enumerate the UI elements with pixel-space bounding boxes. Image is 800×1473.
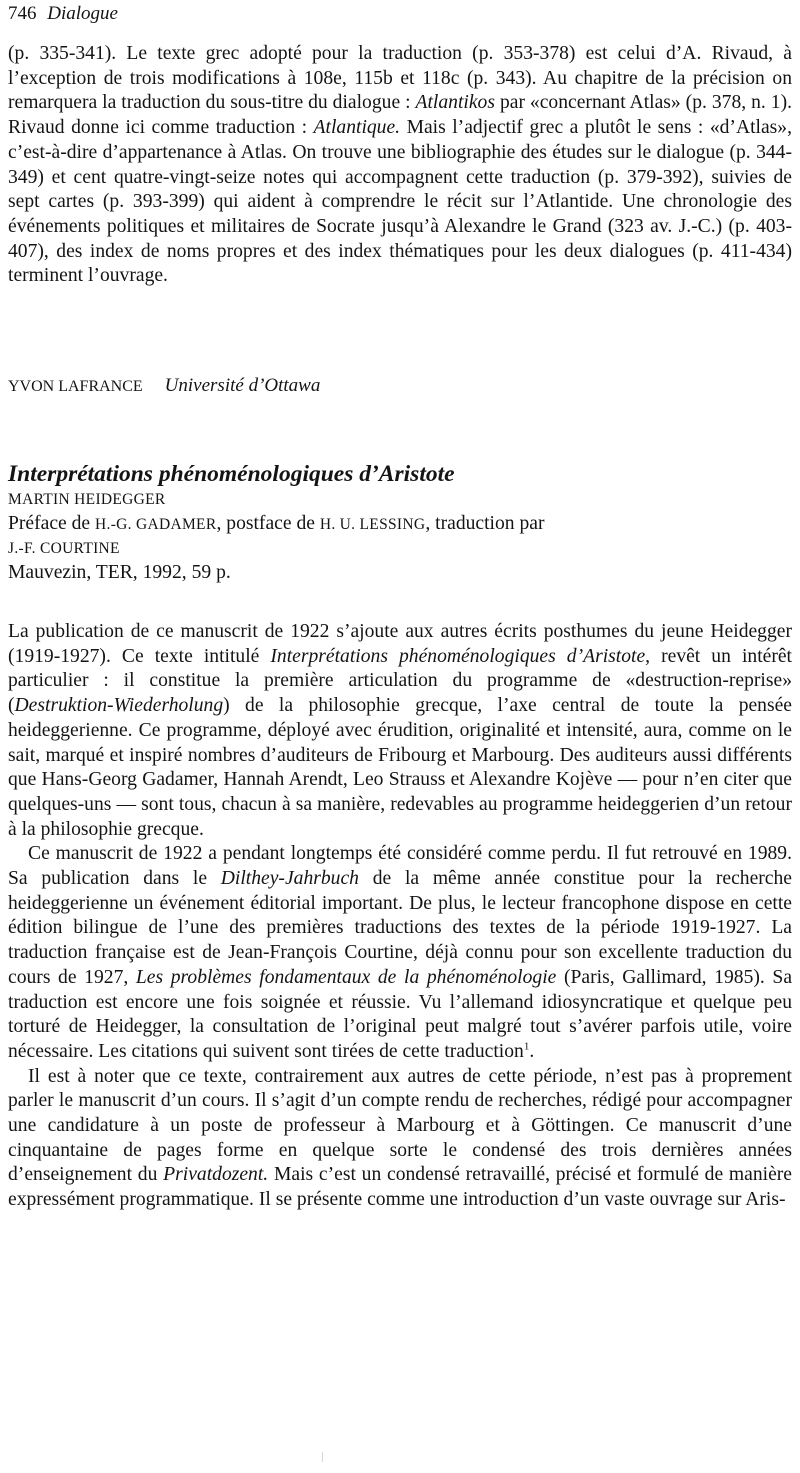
- text-run: Mais l’adjectif grec a plutôt le sens : «d’Atlas», c’est-à-dire d’appartenance à Atlas. On trouve une bibliographie des études sur le dialogue (p. 344-349) et cent quatre-vingt-seize notes qui accompagnent cette traduction (p. 379-392), suivies de sept cartes (p. 393-399) qui aident à comprendre le récit sur l’Atlantide. Une chronologie des événements politiques et militaires de Socrate jusqu’à Alexandre le Grand (323 av. J.-C.) (p. 403-407), des index de noms propres et des index thématiques pour les deux dialogues (p. 411-434) terminent l’ouvrage.: [8, 117, 792, 287]
- italic-run: Les problèmes fondamentaux de la phénoménologie: [135, 966, 557, 988]
- italic-run: Interprétations phénoménologiques d’Aristote,: [270, 645, 651, 667]
- text-run: Mais c’est un condensé retravaillé, précisé et formulé de manière expressément programmatique. Il se présente comme une introduction d’un vaste ouvrage sur Aris-: [8, 1164, 792, 1211]
- running-head: [8, 2, 118, 26]
- italic-run: Dilthey-Jahrbuch: [220, 868, 359, 890]
- text-run: .: [529, 1040, 535, 1062]
- text-run: (Paris, Gallimard, 1985). Sa traduction est encore une fois soignée et réussie. Vu l’allemand idiosyncratique et quelque peu torturé de Heidegger, la consultation de l’original peut malgré tout s’avérer parfois utile, voire nécessaire. Les citations qui suivent sont tirées de cette traduction: [8, 966, 793, 1062]
- small-caps-run: H. U. LESSING: [319, 516, 426, 533]
- book-author: MARTIN HEIDEGGER: [8, 491, 166, 508]
- small-caps-run: H.-G. GADAMER: [95, 516, 217, 533]
- text-run: La publication de ce manuscrit de 1922 s’ajoute aux autres écrits posthumes du jeune Heidegger (1919-1927). Ce texte intitulé: [8, 621, 792, 667]
- italic-run: Atlantique.: [313, 117, 401, 139]
- text-run: de la même année constitue pour la recherche heideggerienne un événement éditorial important. De plus, le lecteur francophone dispose en cette édition bilingue de l’une des premières traductions des textes de la période 1919-1927. La traduction française est de Jean-François Courtine, déjà connu pour son excellente traduction du cours de 1927,: [8, 868, 792, 988]
- review-paragraph-2: [8, 842, 792, 1064]
- footnote-marker: 1: [523, 1040, 530, 1053]
- review-body: [8, 620, 792, 1213]
- page-number: 746: [8, 3, 37, 24]
- text-run: Ce manuscrit de 1922 a pendant longtemps été considéré comme perdu. Il fut retrouvé en 1989. Sa publication dans le: [8, 843, 792, 890]
- text-run: Préface de: [8, 513, 96, 534]
- text-run: Il est à noter que ce texte, contrairement aux autres de cette période, n’est pas à proprement parler le manuscrit d’un cours. Il s’agit d’un compte rendu de recherches, rédigé pour accompagner une candidature à un poste de professeur à Marbourg et à Göttingen. Ce manuscrit d’une cinquantaine de pages forme en quelque sorte le condensé des trois dernières années d’enseignement du: [8, 1065, 792, 1186]
- italic-run: Atlantikos: [415, 92, 495, 114]
- reviewer-signature: [8, 375, 320, 398]
- text-run: revêt un intérêt particulier : il constitue la première articulation du programme de «destruction-reprise» (: [8, 645, 792, 717]
- review-heading: [8, 460, 792, 585]
- book-title: Interprétations phénoménologiques d’Aristote: [8, 461, 455, 487]
- journal-title: Dialogue: [47, 3, 118, 24]
- text-run: (p. 335-341). Le texte grec adopté pour la traduction (p. 353-378) est celui d’A. Rivaud, à l’exception de trois modifications à 108e, 115b et 118c (p. 343). Au chapitre de la précision on remarquera la traduction du sous-titre du dialogue :: [8, 43, 792, 114]
- text-run: , postface de: [216, 513, 320, 534]
- review-paragraph-1: [8, 620, 792, 842]
- text-run: , traduction par: [425, 513, 545, 534]
- text-run: ) de la philosophie grecque, l’axe central de toute la pensée heideggerienne. Ce programme, déployé avec érudition, originalité et intensité, aura, comme on le sait, marqué et inspiré nombres d’auditeurs de Fribourg et Marbourg. Des auditeurs aussi différents que Hans-Georg Gadamer, Hannah Arendt, Leo Strauss et Alexandre Kojève — pour n’en citer que quelques-uns — sont tous, chacun à sa manière, redevables au programme heideggerien d’un retour à la philosophie grecque.: [8, 695, 792, 840]
- text-run: par «concernant Atlas» (p. 378, n. 1). Rivaud donne ici comme traduction :: [8, 92, 792, 139]
- reviewer-name: YVON LAFRANCE: [8, 378, 143, 395]
- previous-review-conclusion: [8, 42, 792, 289]
- review-paragraph-3: [8, 1065, 792, 1213]
- previous-review-paragraph: [8, 42, 792, 289]
- italic-run: Destruktion-Wiederholung: [14, 695, 224, 717]
- book-publication-info: Mauvezin, TER, 1992, 59 p.: [8, 562, 231, 583]
- italic-run: Privatdozent.: [163, 1164, 269, 1186]
- reviewer-university: Université d’Ottawa: [164, 375, 321, 396]
- scan-artifact-mark: [322, 1452, 323, 1462]
- book-credits-line-2: J.-F. COURTINE: [8, 540, 120, 557]
- book-credits-line-1: [8, 512, 792, 537]
